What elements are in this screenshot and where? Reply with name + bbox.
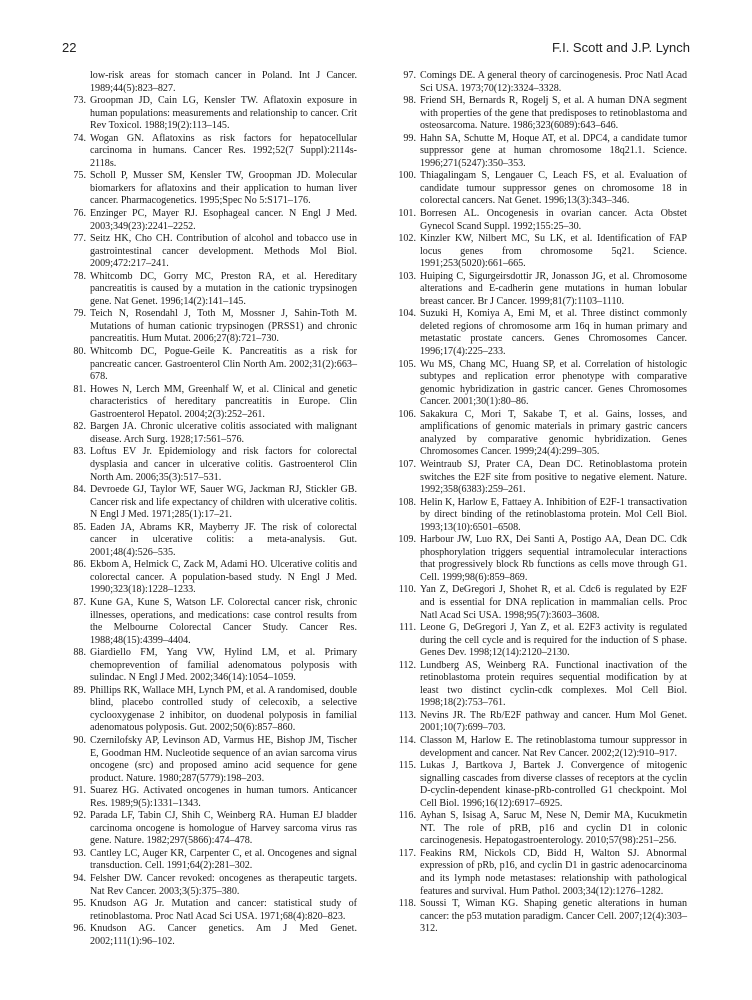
reference-number: 78. [73,270,86,282]
reference-number: 88. [73,647,86,659]
reference-item [62,873,357,898]
reference-item [62,233,357,271]
reference-text: Harbour JW, Luo RX, Dei Santi A, Postigo AA, Dean DC. Cdk phosphorylation triggers sequential intramolecular interactions that progressively block Rb functions as cells move through G1. Cell. 1999;98(6):859–869. [420,534,687,583]
reference-text: Comings DE. A general theory of carcinogenesis. Proc Natl Acad Sci USA. 1973;70(12):3324–3328. [420,70,687,94]
reference-text: Friend SH, Bernards R, Rogelj S, et al. A human DNA segment with properties of the gene that predisposes to retinoblastoma and osteosarcoma. Nature. 1986;323(6089):643–646. [420,95,687,132]
reference-text: Nevins JR. The Rb/E2F pathway and cancer. Hum Mol Genet. 2001;10(7):699–703. [420,709,687,734]
reference-item [62,685,357,735]
reference-text: Eaden JA, Abrams KR, Mayberry JF. The risk of colorectal cancer in ulcerative colitis: a meta-analysis. Gut. 2001;48(4):526–535. [90,521,357,558]
reference-item [392,497,687,535]
reference-text: Bargen JA. Chronic ulcerative colitis associated with malignant disease. Arch Surg. 1928;17:561–576. [90,421,357,445]
reference-item [392,660,687,710]
reference-text: Hahn SA, Schutte M, Hoque AT, et al. DPC4, a candidate tumor suppressor gene at human chromosome 18q21.1. Science. 1996;271(5247):350–353. [420,132,687,169]
reference-item [62,647,357,685]
reference-number: 95. [73,898,86,910]
reference-item [392,95,687,133]
reference-item [62,308,357,346]
reference-item [62,597,357,647]
reference-text: Devroede GJ, Taylor WF, Sauer WG, Jackman RJ, Stickler GB. Cancer risk and life expectancy of children with ulcerative colitis. N Engl J Med. 1971;285(1):17–21. [90,484,357,521]
reference-number: 77. [73,233,86,245]
reference-item [392,898,687,936]
references-column-right [392,70,687,936]
reference-text: Thiagalingam S, Lengauer C, Leach FS, et al. Evaluation of candidate tumour suppressor genes on chromosome 18 in colorectal cancers. Nat Genet. 1996;13(3):343–346. [420,170,687,207]
reference-text: Helin K, Harlow E, Fattaey A. Inhibition of E2F-1 transactivation by direct binding of the retinoblastoma protein. Mol Cell Biol. 1993;13(10):6501–6508. [420,496,687,533]
reference-number: 74. [73,132,86,144]
reference-text: Seitz HK, Cho CH. Contribution of alcohol and tobacco use in gastrointestinal cancer development. Methods Mol Biol. 2009;472:217–241. [90,233,357,270]
reference-text: Huiping C, Sigurgeirsdottir JR, Jonasson JG, et al. Chromosome alterations and E-cadherin gene mutations in human lobular breast cancer. Br J Cancer. 1999;81(7):1103–1110. [420,270,687,307]
reference-item [62,170,357,208]
reference-number: 113. [398,709,416,721]
reference-text: Soussi T, Wiman KG. Shaping genetic alterations in human cancer: the p53 mutation paradigm. Cancer Cell. 2007;12(4):303–312. [420,898,687,935]
reference-number: 100. [398,170,416,182]
reference-text: Phillips RK, Wallace MH, Lynch PM, et al. A randomised, double blind, placebo controlled study of celecoxib, a selective cyclooxygenase 2 inhibitor, on duodenal polyposis in familial adenomatous polyposis. Gut. 2002;50(6):857–860. [90,684,357,734]
references-column-left [62,70,357,948]
reference-text: Weintraub SJ, Prater CA, Dean DC. Retinoblastoma protein switches the E2F site from positive to negative element. Nature. 1992;358(6383):259–261. [420,458,687,496]
reference-number: 79. [73,308,86,320]
reference-item [62,522,357,560]
reference-text: Suarez HG. Activated oncogenes in human tumors. Anticancer Res. 1989;9(5):1331–1343. [90,785,357,809]
reference-number: 103. [398,270,416,282]
reference-number: 107. [398,458,416,470]
reference-item [392,70,687,95]
reference-text: Yan Z, DeGregori J, Shohet R, et al. Cdc6 is regulated by E2F and is essential for DNA replication in mammalian cells. Proc Natl Acad Sci USA. 1998;95(7):3603–3608. [420,584,687,621]
reference-text: Borresen AL. Oncogenesis in ovarian cancer. Acta Obstet Gynecol Scand Suppl. 1992;155:25–30. [420,208,687,232]
reference-item [62,559,357,597]
reference-item [392,584,687,622]
reference-item [62,384,357,422]
reference-text: Ekbom A, Helmick C, Zack M, Adami HO. Ulcerative colitis and colorectal cancer. A population-based study. N Engl J Med. 1990;323(18):1228–1233. [90,559,357,596]
reference-text: Scholl P, Musser SM, Kensler TW, Groopman JD. Molecular biomarkers for aflatoxins and their application to human liver cancer. Pharmacogenetics. 1995;Spec No 5:S171–176. [90,170,357,207]
reference-item [392,735,687,760]
reference-text: Wu MS, Chang MC, Huang SP, et al. Correlation of histologic subtypes and replication error phenotype with comparative genomic hybridization in gastric cancer. Genes Chromosomes Cancer. 2001;30(1):80–86. [420,358,687,408]
reference-number: 116. [398,810,416,822]
reference-item [392,848,687,898]
reference-item [392,459,687,497]
reference-item [392,534,687,584]
reference-number: 97. [403,70,416,81]
reference-text: Groopman JD, Cain LG, Kensler TW. Aflatoxin exposure in human populations: measurements and relationship to cancer. Crit Rev Toxicol. 1988;19(2):113–145. [90,95,357,132]
reference-text: Whitcomb DC, Gorry MC, Preston RA, et al. Hereditary pancreatitis is caused by a mutation in the cationic trypsinogen gene. Nat Genet. 1996;14(2):141–145. [90,270,357,307]
reference-number: 90. [73,734,86,746]
reference-number: 111. [399,622,416,634]
reference-number: 101. [398,208,416,220]
reference-item [62,95,357,133]
reference-text: Feakins RM, Nickols CD, Bidd H, Walton SJ. Abnormal expression of pRb, p16, and cyclin D1 in gastric adenocarcinoma and its lymph node metastases: relationship with pathological features and survival. Hum Pathol. 2003;34(12):1276–1282. [420,847,687,897]
reference-number: 104. [398,308,416,320]
reference-item [392,810,687,848]
page-header [62,40,690,60]
reference-text: Giardiello FM, Yang VW, Hylind LM, et al. Primary chemoprevention of familial adenomatous polyposis with sulindac. N Engl J Med. 2002;346(14):1054–1059. [90,647,357,684]
reference-item [62,346,357,384]
reference-text: Enzinger PC, Mayer RJ. Esophageal cancer. N Engl J Med. 2003;349(23):2241–2252. [90,208,357,232]
reference-item [392,133,687,171]
reference-text: Teich N, Rosendahl J, Toth M, Mossner J, Sahin-Toth M. Mutations of human cationic trypsinogen (PRSS1) and chronic pancreatitis. Hum Mutat. 2006;27(8):721–730. [90,308,357,345]
reference-number: 89. [73,684,86,696]
reference-number: 118. [398,898,416,910]
reference-text: Whitcomb DC, Pogue-Geile K. Pancreatitis as a risk for pancreatic cancer. Gastroenterol Clin North Am. 2002;31(2):663–678. [90,346,357,383]
reference-item [62,133,357,171]
reference-number: 85. [73,521,86,533]
reference-item [62,923,357,948]
reference-number: 108. [398,496,416,508]
reference-text: Sakakura C, Mori T, Sakabe T, et al. Gains, losses, and amplifications of genomic materials in primary gastric cancers analyzed by comparative genomic hybridization. Genes Chromosomes Cancer. 1999;24(4):299–305. [420,408,687,458]
reference-item [392,208,687,233]
reference-number: 83. [73,446,86,458]
reference-text: Czernilofsky AP, Levinson AD, Varmus HE, Bishop JM, Tischer E, Goodman HM. Nucleotide sequence of an avian sarcoma virus oncogene (src) and proposed amino acid sequence for gene product. Nature. 1980;287(5779):198–203. [90,734,357,784]
reference-number: 115. [398,760,416,772]
reference-item [62,810,357,848]
reference-number: 117. [398,847,416,859]
reference-text: Knudson AG Jr. Mutation and cancer: statistical study of retinoblastoma. Proc Natl Acad Sci USA. 1971;68(4):820–823. [90,898,357,922]
reference-number: 106. [398,408,416,420]
reference-number: 94. [73,873,86,884]
reference-number: 102. [398,233,416,245]
reference-item [392,271,687,309]
reference-text: Felsher DW. Cancer revoked: oncogenes as therapeutic targets. Nat Rev Cancer. 2003;3(5):375–380. [90,873,357,897]
reference-number: 105. [398,358,416,370]
reference-item [62,446,357,484]
reference-text: Parada LF, Tabin CJ, Shih C, Weinberg RA. Human EJ bladder carcinoma oncogene is homologue of Harvey sarcoma virus ras gene. Nature. 1982;297(5866):474–478. [90,810,357,847]
running-head-authors: F.I. Scott and J.P. Lynch [551,40,690,55]
reference-number: 84. [73,484,86,496]
reference-item [62,735,357,785]
reference-number: 92. [73,810,86,822]
reference-number: 82. [73,421,86,433]
reference-text: Loftus EV Jr. Epidemiology and risk factors for colorectal dysplasia and cancer in ulcerative colitis. Gastroenterol Clin North Am. 2006;35(3):517–531. [90,446,357,483]
reference-item [62,421,357,446]
reference-number: 75. [73,170,86,182]
reference-text: Howes N, Lerch MM, Greenhalf W, et al. Clinical and genetic characteristics of hereditary pancreatitis in Europe. Clin Gastroenterol Hepatol. 2004;2(3):252–261. [90,383,357,420]
reference-number: 99. [403,132,416,144]
reference-item [62,848,357,873]
reference-number: 91. [73,785,86,797]
reference-item [62,785,357,810]
reference-item [62,484,357,522]
reference-text: Classon M, Harlow E. The retinoblastoma tumour suppressor in development and cancer. Nat Rev Cancer. 2002;2(12):910–917. [420,734,687,759]
reference-text: Leone G, DeGregori J, Yan Z, et al. E2F3 activity is regulated during the cell cycle and is required for the induction of S phase. Genes Dev. 1998;12(14):2120–2130. [420,622,687,659]
reference-item [392,308,687,358]
reference-text: Suzuki H, Komiya A, Emi M, et al. Three distinct commonly deleted regions of chromosome arm 16q in human primary and metastatic prostate cancers. Genes Chromosomes Cancer. 1996;17(4):225–233. [420,308,687,358]
reference-text: Lukas J, Bartkova J, Bartek J. Convergence of mitogenic signalling cascades from diverse classes of receptors at the cyclin D-cyclin-dependent kinase-pRb-controlled G1 checkpoint. Mol Cell Biol. 1996;16(12):6917–6925. [420,760,687,809]
reference-item [392,760,687,810]
reference-number: 73. [73,95,86,107]
reference-number: 76. [73,208,86,220]
reference-text: Lundberg AS, Weinberg RA. Functional inactivation of the retinoblastoma protein requires sequential modification by at least two distinct cyclin-cdk complexes. Mol Cell Biol. 1998;18(2):753–761. [420,659,687,709]
reference-number: 81. [73,383,86,395]
reference-item [392,170,687,208]
reference-text: Wogan GN. Aflatoxins as risk factors for hepatocellular carcinoma in humans. Cancer Res. 1992;52(7 Suppl):2114s-2118s. [90,132,357,169]
reference-item [392,409,687,459]
reference-item [392,233,687,271]
reference-item [62,208,357,233]
reference-text: Kune GA, Kune S, Watson LF. Colorectal cancer risk, chronic illnesses, operations, and medications: case control results from the Melbourne Colorectal Cancer Study. Cancer Res. 1988;48(15):4399–4404. [90,596,357,646]
reference-continuation: low-risk areas for stomach cancer in Poland. Int J Cancer. 1989;44(5):823–827. [90,70,357,94]
reference-number: 110. [398,584,416,596]
reference-number: 86. [73,559,86,571]
reference-text: Cantley LC, Auger KR, Carpenter C, et al. Oncogenes and signal transduction. Cell. 1991;64(2):281–302. [90,847,357,872]
reference-number: 87. [73,596,86,608]
reference-number: 96. [73,923,86,935]
reference-number: 98. [403,95,416,107]
reference-text: Ayhan S, Isisag A, Saruc M, Nese N, Demir MA, Kucukmetin NT. The role of pRB, p16 and cyclin D1 in colonic carcinogenesis. Hepatogastroenterology. 2010;57(98):251–256. [420,810,687,847]
reference-text: Kinzler KW, Nilbert MC, Su LK, et al. Identification of FAP locus genes from chromosome 5q21. Science. 1991;253(5020):661–665. [420,233,687,270]
reference-text: Knudson AG. Cancer genetics. Am J Med Genet. 2002;111(1):96–102. [90,923,357,947]
reference-number: 109. [398,534,416,546]
reference-item [392,622,687,660]
reference-number: 93. [73,847,86,859]
reference-item [62,271,357,309]
reference-number: 80. [73,346,86,358]
reference-number: 112. [398,659,416,671]
page-number: 22 [62,40,77,55]
reference-item [392,359,687,409]
reference-item [62,898,357,923]
reference-number: 114. [398,734,416,746]
reference-item [392,710,687,735]
